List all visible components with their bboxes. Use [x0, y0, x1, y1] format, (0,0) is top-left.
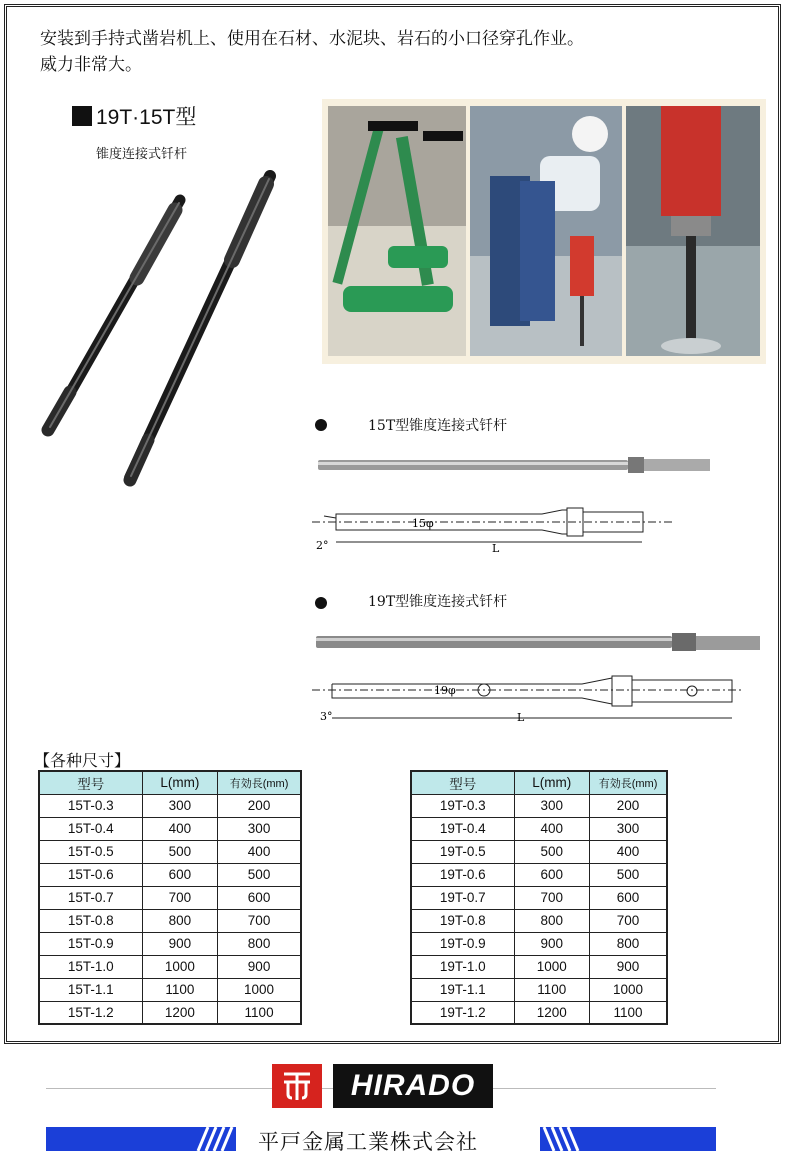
cell-effective-length: 1100: [218, 1001, 301, 1024]
cell-effective-length: 1000: [218, 978, 301, 1001]
table-row: [411, 886, 667, 909]
table-row: [39, 840, 301, 863]
square-bullet-icon: [72, 106, 92, 126]
cell-model: 15T-0.8: [39, 909, 142, 932]
cell-model: 15T-0.7: [39, 886, 142, 909]
table-header-row: [39, 771, 301, 794]
cell-effective-length: 200: [218, 794, 301, 817]
cell-effective-length: 300: [590, 817, 667, 840]
col-length: L(mm): [514, 771, 590, 794]
table-row: [411, 863, 667, 886]
cell-model: 15T-1.1: [39, 978, 142, 1001]
table-row: [411, 1001, 667, 1024]
table-row: [411, 817, 667, 840]
cell-model: 15T-1.2: [39, 1001, 142, 1024]
dim-19-angle: 3°: [320, 710, 333, 723]
spec-table-19t: [410, 770, 668, 1025]
company-name: 平戸金属工業株式会社: [258, 1130, 478, 1154]
cell-effective-length: 600: [590, 886, 667, 909]
cell-model: 15T-0.9: [39, 932, 142, 955]
col-model: 型号: [411, 771, 514, 794]
stripe-decoration: [540, 1127, 716, 1151]
photo-rock-drills: [328, 106, 466, 356]
table-row: [411, 978, 667, 1001]
dim-15-length: L: [492, 542, 500, 555]
cell-length: 300: [514, 794, 590, 817]
cell-length: 500: [514, 840, 590, 863]
cell-effective-length: 700: [590, 909, 667, 932]
bullet-icon: [315, 597, 327, 609]
footer-bar-left: [46, 1127, 236, 1151]
table-row: [39, 978, 301, 1001]
cell-model: 19T-1.0: [411, 955, 514, 978]
photo-strip: [322, 99, 766, 364]
cell-model: 15T-0.4: [39, 817, 142, 840]
cell-model: 19T-0.5: [411, 840, 514, 863]
dim-19-length: L: [517, 711, 525, 724]
col-effective-length: 有効長(mm): [590, 771, 667, 794]
model-subtitle: 锥度连接式钎杆: [96, 147, 188, 162]
table-row: [411, 932, 667, 955]
cell-effective-length: 800: [218, 932, 301, 955]
cell-effective-length: 200: [590, 794, 667, 817]
cell-length: 900: [514, 932, 590, 955]
diagram-15t-title: 15T型锥度连接式钎杆: [368, 418, 508, 434]
cell-length: 400: [514, 817, 590, 840]
stripe-decoration: [46, 1127, 236, 1151]
cell-length: 1100: [142, 978, 218, 1001]
cell-model: 15T-1.0: [39, 955, 142, 978]
cell-length: 1000: [142, 955, 218, 978]
cell-length: 500: [142, 840, 218, 863]
cell-effective-length: 500: [218, 863, 301, 886]
rod-15t-photo: [318, 457, 710, 473]
section-title: 【各种尺寸】: [34, 751, 131, 770]
cell-length: 700: [142, 886, 218, 909]
cell-effective-length: 800: [590, 932, 667, 955]
table-row: [39, 955, 301, 978]
cell-effective-length: 400: [218, 840, 301, 863]
table-row: [411, 794, 667, 817]
cell-model: 19T-1.1: [411, 978, 514, 1001]
diagram-19t: [312, 628, 767, 728]
long-rod: [130, 176, 270, 480]
cell-effective-length: 1100: [590, 1001, 667, 1024]
cell-length: 600: [514, 863, 590, 886]
photo-drill-closeup: [626, 106, 760, 356]
model-title-text: 19T·15T型: [96, 106, 197, 129]
table-row: [39, 1001, 301, 1024]
cell-model: 15T-0.3: [39, 794, 142, 817]
drill-rods-image: [30, 170, 300, 500]
dim-15-dia: 15φ: [412, 517, 434, 530]
intro-line-1: 安装到手持式凿岩机上、使用在石材、水泥块、岩石的小口径穿孔作业。: [40, 29, 584, 49]
cell-length: 400: [142, 817, 218, 840]
table-row: [39, 863, 301, 886]
cell-effective-length: 700: [218, 909, 301, 932]
cell-length: 600: [142, 863, 218, 886]
dim-15-angle: 2°: [316, 539, 329, 552]
cell-effective-length: 600: [218, 886, 301, 909]
spec-table-15t: [38, 770, 302, 1025]
cell-model: 15T-0.5: [39, 840, 142, 863]
cell-model: 19T-0.4: [411, 817, 514, 840]
cell-model: 19T-0.9: [411, 932, 514, 955]
table-row: [39, 932, 301, 955]
cell-length: 800: [514, 909, 590, 932]
cell-length: 300: [142, 794, 218, 817]
diagram-19t-title: 19T型锥度连接式钎杆: [368, 594, 508, 610]
cell-length: 700: [514, 886, 590, 909]
table-row: [39, 817, 301, 840]
rod-19t-photo: [316, 633, 760, 651]
model-title: [72, 101, 196, 131]
cell-model: 19T-0.7: [411, 886, 514, 909]
cell-effective-length: 300: [218, 817, 301, 840]
diagram-15t: [312, 448, 712, 558]
cell-effective-length: 500: [590, 863, 667, 886]
photo-worker-drilling: [470, 106, 622, 356]
footer-bar-right: [540, 1127, 716, 1151]
col-model: 型号: [39, 771, 142, 794]
intro-line-2: 威力非常大。: [40, 55, 142, 75]
hirado-logo-icon: [272, 1064, 322, 1108]
brand-logo: HIRADO: [333, 1064, 493, 1108]
cell-effective-length: 900: [218, 955, 301, 978]
cell-model: 19T-0.6: [411, 863, 514, 886]
table-row: [411, 909, 667, 932]
table-row: [411, 840, 667, 863]
cell-length: 1100: [514, 978, 590, 1001]
cell-model: 19T-1.2: [411, 1001, 514, 1024]
col-length: L(mm): [142, 771, 218, 794]
cell-model: 15T-0.6: [39, 863, 142, 886]
cell-length: 900: [142, 932, 218, 955]
intro-text: [40, 26, 740, 78]
cell-effective-length: 900: [590, 955, 667, 978]
cell-model: 19T-0.8: [411, 909, 514, 932]
rod-15t-drawing: [312, 508, 672, 542]
cell-length: 1200: [142, 1001, 218, 1024]
dim-19-dia: 19φ: [434, 684, 456, 697]
cell-model: 19T-0.3: [411, 794, 514, 817]
table-header-row: [411, 771, 667, 794]
cell-effective-length: 400: [590, 840, 667, 863]
cell-length: 1000: [514, 955, 590, 978]
cell-length: 800: [142, 909, 218, 932]
col-effective-length: 有効長(mm): [218, 771, 301, 794]
table-row: [411, 955, 667, 978]
rod-19t-drawing: [312, 676, 742, 718]
cell-effective-length: 1000: [590, 978, 667, 1001]
table-row: [39, 886, 301, 909]
table-row: [39, 794, 301, 817]
table-row: [39, 909, 301, 932]
short-rod: [48, 200, 180, 430]
bullet-icon: [315, 419, 327, 431]
cell-length: 1200: [514, 1001, 590, 1024]
